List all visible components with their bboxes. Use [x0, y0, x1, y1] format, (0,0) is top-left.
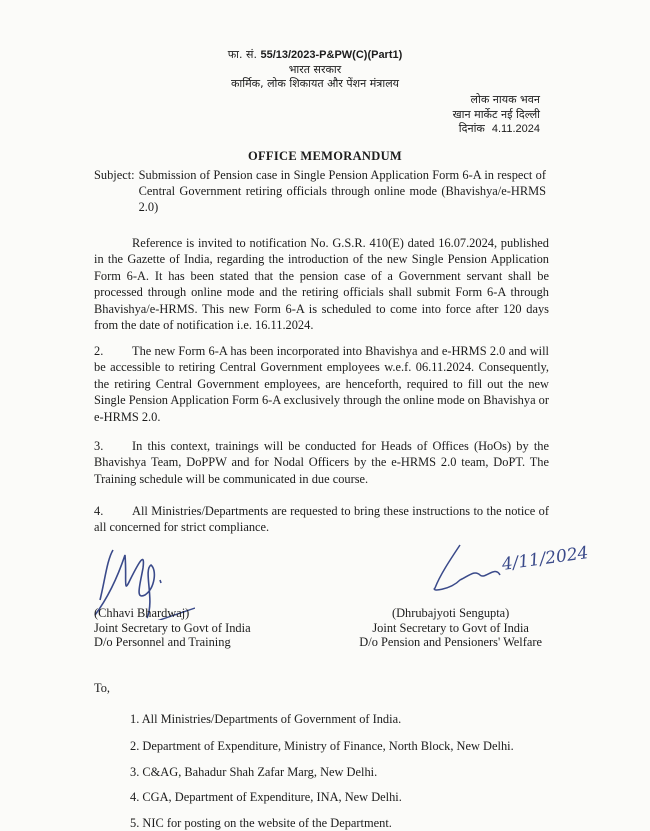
paragraph-3: 3. In this context, trainings will be conducted for Heads of Offices (HoOs) by the Bhavishya Team, DoPPW and for Nodal Officers by the e-HRMS 2.0 team, DoPT. The Training schedule will be communicated in due course. [94, 439, 549, 486]
subject [94, 167, 546, 215]
document-title: OFFICE MEMORANDUM [247, 149, 403, 163]
ministry-name: कार्मिक, लोक शिकायत और पेंशन मंत्रालय [230, 77, 400, 90]
building-name: लोक नायक भवन [470, 93, 540, 106]
signatory-name: (Dhrubajyoti Sengupta) [391, 606, 510, 620]
date-line: दिनांक 4.11.2024 [458, 122, 540, 135]
recipient-item: 5. NIC for posting on the website of the Department. [130, 816, 392, 830]
paragraph-2: 2. The new Form 6-A has been incorporated into Bhavishya and e-HRMS 2.0 and will be accessible to retiring Central Government employees w.e.f. 06.11.2024. Consequently, the retiring Central Government employees, are henceforth, required to fill out the new Single Pension Application Form 6-A exclusively through the online mode on Bhavishya or e-HRMS 2.0. [94, 344, 549, 424]
signatory-designation: Joint Secretary to Govt of India [94, 620, 251, 635]
address-block [453, 93, 540, 137]
signatory-designation: Joint Secretary to Govt of India [372, 620, 529, 635]
paragraph-4: 4. All Ministries/Departments are requested to bring these instructions to the notice of all concerned for strict compliance. [94, 504, 549, 535]
signatory-department: D/o Pension and Pensioners' Welfare [359, 635, 542, 649]
recipient-item: 3. C&AG, Bahadur Shah Zafar Marg, New Delhi. [130, 765, 378, 779]
signatory-left [94, 606, 251, 650]
signatory-department: D/o Personnel and Training [94, 635, 231, 649]
recipient-item: 4. CGA, Department of Expenditure, INA, New Delhi. [130, 790, 402, 804]
signatory-right [359, 606, 542, 650]
recipient-item: 1. All Ministries/Departments of Government of India. [130, 712, 402, 726]
to-label: To, [94, 681, 110, 695]
file-number: फा. सं. 55/13/2023-P&PW(C)(Part1) [227, 48, 403, 61]
address: खान मार्केट नई दिल्ली [452, 107, 540, 121]
recipient-item: 2. Department of Expenditure, Ministry of Finance, North Block, New Delhi. [130, 739, 514, 753]
subject-label: Subject: [94, 168, 135, 182]
paragraph-1: Reference is invited to notification No. G.S.R. 410(E) dated 16.07.2024, published in the Gazette of India, regarding the introduction of the new Single Pension Application Form 6-A. It has been stated that the pension case of a Government servant shall be processed through online mode and the retiring officials shall submit Form 6-A through Bhavishya/e-HRMS. This new Form 6-A is scheduled to come into force after 120 days from the date of notification i.e. 16.11.2024. [94, 236, 549, 333]
government-name: भारत सरकार [288, 62, 342, 76]
signature-date: 4/11/2024 [500, 542, 590, 575]
signature-right [420, 530, 510, 600]
letterhead [170, 48, 460, 92]
subject-text: Submission of Pension case in Single Pension Application Form 6-A in respect of Central Government retiring officials through online mode (Bhavishya/e-HRMS 2.0) [138, 168, 546, 214]
signatory-name: (Chhavi Bhardwaj) [94, 606, 190, 620]
